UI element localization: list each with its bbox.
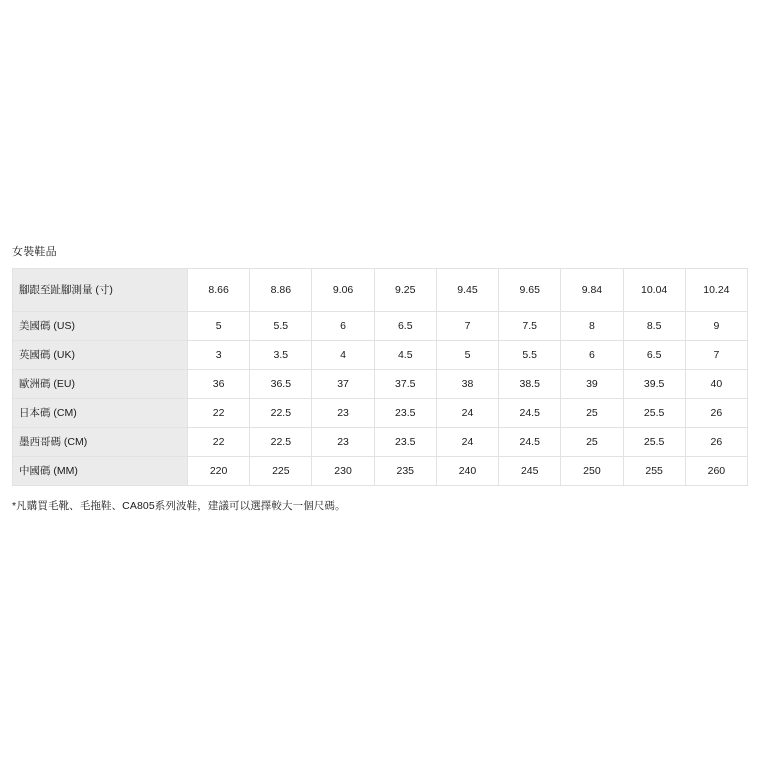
table-cell: 6 bbox=[312, 312, 374, 341]
row-label: 墨西哥碼 (CM) bbox=[13, 428, 188, 457]
table-cell: 38 bbox=[436, 370, 498, 399]
table-cell: 260 bbox=[685, 457, 747, 486]
table-cell: 5 bbox=[436, 341, 498, 370]
table-cell: 25.5 bbox=[623, 428, 685, 457]
table-cell: 7 bbox=[685, 341, 747, 370]
table-cell: 24.5 bbox=[499, 428, 561, 457]
table-cell: 40 bbox=[685, 370, 747, 399]
table-cell: 225 bbox=[250, 457, 312, 486]
table-cell: 36 bbox=[188, 370, 250, 399]
table-cell: 39 bbox=[561, 370, 623, 399]
table-cell: 3.5 bbox=[250, 341, 312, 370]
table-cell: 10.04 bbox=[623, 269, 685, 312]
table-cell: 24 bbox=[436, 428, 498, 457]
table-cell: 8 bbox=[561, 312, 623, 341]
table-cell: 23 bbox=[312, 428, 374, 457]
size-table-body bbox=[13, 269, 748, 486]
table-cell: 8.86 bbox=[250, 269, 312, 312]
row-label: 日本碼 (CM) bbox=[13, 399, 188, 428]
table-cell: 22.5 bbox=[250, 399, 312, 428]
table-cell: 6.5 bbox=[374, 312, 436, 341]
table-cell: 220 bbox=[188, 457, 250, 486]
table-row bbox=[13, 312, 748, 341]
table-cell: 9.84 bbox=[561, 269, 623, 312]
row-label: 腳跟至趾腳測量 (寸) bbox=[13, 269, 188, 312]
table-row bbox=[13, 428, 748, 457]
table-cell: 38.5 bbox=[499, 370, 561, 399]
table-row bbox=[13, 341, 748, 370]
table-cell: 7 bbox=[436, 312, 498, 341]
table-cell: 39.5 bbox=[623, 370, 685, 399]
table-cell: 10.24 bbox=[685, 269, 747, 312]
table-row bbox=[13, 457, 748, 486]
table-cell: 5 bbox=[188, 312, 250, 341]
table-cell: 22 bbox=[188, 428, 250, 457]
table-cell: 6 bbox=[561, 341, 623, 370]
table-cell: 24 bbox=[436, 399, 498, 428]
table-cell: 235 bbox=[374, 457, 436, 486]
row-label: 歐洲碼 (EU) bbox=[13, 370, 188, 399]
table-cell: 5.5 bbox=[499, 341, 561, 370]
table-cell: 8.5 bbox=[623, 312, 685, 341]
table-row bbox=[13, 269, 748, 312]
table-cell: 36.5 bbox=[250, 370, 312, 399]
table-cell: 5.5 bbox=[250, 312, 312, 341]
table-cell: 26 bbox=[685, 428, 747, 457]
row-label: 英國碼 (UK) bbox=[13, 341, 188, 370]
table-cell: 23.5 bbox=[374, 399, 436, 428]
table-row bbox=[13, 370, 748, 399]
table-cell: 23 bbox=[312, 399, 374, 428]
table-cell: 22.5 bbox=[250, 428, 312, 457]
size-table-container bbox=[12, 268, 748, 486]
page-title: 女裝鞋品 bbox=[12, 246, 57, 258]
row-label: 美國碼 (US) bbox=[13, 312, 188, 341]
table-cell: 9.06 bbox=[312, 269, 374, 312]
table-cell: 6.5 bbox=[623, 341, 685, 370]
table-cell: 4.5 bbox=[374, 341, 436, 370]
table-cell: 9 bbox=[685, 312, 747, 341]
size-table bbox=[12, 268, 748, 486]
table-cell: 24.5 bbox=[499, 399, 561, 428]
table-cell: 37.5 bbox=[374, 370, 436, 399]
table-cell: 37 bbox=[312, 370, 374, 399]
table-cell: 9.65 bbox=[499, 269, 561, 312]
table-cell: 25.5 bbox=[623, 399, 685, 428]
table-cell: 8.66 bbox=[188, 269, 250, 312]
table-cell: 250 bbox=[561, 457, 623, 486]
table-cell: 22 bbox=[188, 399, 250, 428]
row-label: 中國碼 (MM) bbox=[13, 457, 188, 486]
table-row bbox=[13, 399, 748, 428]
footnote: *凡購買毛靴、毛拖鞋、CA805系列波鞋，建議可以選擇較大一個尺碼。 bbox=[12, 500, 346, 512]
table-cell: 245 bbox=[499, 457, 561, 486]
table-cell: 25 bbox=[561, 399, 623, 428]
table-cell: 240 bbox=[436, 457, 498, 486]
table-cell: 3 bbox=[188, 341, 250, 370]
table-cell: 7.5 bbox=[499, 312, 561, 341]
table-cell: 23.5 bbox=[374, 428, 436, 457]
table-cell: 26 bbox=[685, 399, 747, 428]
table-cell: 9.25 bbox=[374, 269, 436, 312]
table-cell: 255 bbox=[623, 457, 685, 486]
table-cell: 9.45 bbox=[436, 269, 498, 312]
table-cell: 230 bbox=[312, 457, 374, 486]
table-cell: 4 bbox=[312, 341, 374, 370]
table-cell: 25 bbox=[561, 428, 623, 457]
